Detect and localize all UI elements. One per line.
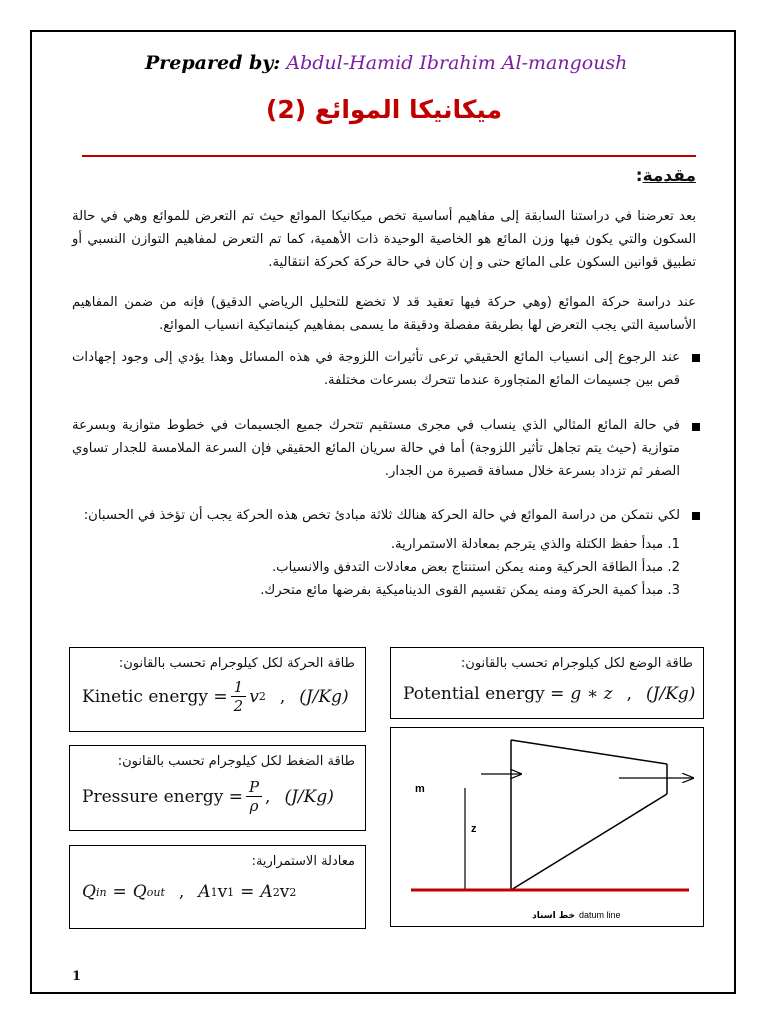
pipe-figure-box [390,727,704,927]
potential-energy-caption: طاقة الوضع لكل كيلوجرام تحسب بالقانون: [460,656,693,671]
v2: v [279,882,290,902]
pressure-frac-num: P [246,778,262,797]
a1-sub: 1 [210,885,218,899]
section-heading [636,166,696,186]
pressure-fraction [246,778,262,815]
kinetic-energy-box [69,647,366,732]
continuity-formula [82,882,359,902]
potential-energy-label: Potential energy = [403,684,565,704]
page-number: 1 [72,969,82,984]
v1: v [217,882,228,902]
intro-paragraph-2: عند دراسة حركة الموائع (وهي حركة فيها تعقيد قد لا تخضع للتحليل الرياضي الدقيق) فإنه من ضمن المفاهيم الأساسية التي يجب التعرض لها بطريقة مفصلة ودقيقة ما يسمى بمفاهيم كينماتيكية انسياب الموائع. [72,295,696,333]
potential-energy-box [390,647,704,719]
kinetic-fraction [231,678,247,715]
section-heading-text: مقدمة [642,166,696,186]
a2-sub: 2 [272,885,280,899]
principle-item-3: 3. مبدأ كمية الحركة ومنه يمكن تقسيم القوى الديناميكية بفرضها مائع متحرك. [260,583,680,598]
datum-label-ar: خط اسناد [532,911,575,921]
kinetic-frac-den: 2 [233,697,244,715]
bullet-text-3: لكي نتمكن من دراسة الموائع في حالة الحركة هنالك ثلاثة مبادئ تخص هذه الحركة يجب أن تؤخذ في الحسبان: [83,508,680,523]
q-out-sub: out [146,885,165,899]
bullet-marker-1 [692,354,700,362]
prepared-label: Prepared by: [145,52,281,74]
q-out: Q [132,882,147,902]
potential-expr: g ∗ z [570,684,613,704]
continuity-caption: معادلة الاستمرارية: [251,854,355,869]
pressure-frac-den: ρ [249,797,259,815]
bullet-marker-3 [692,512,700,520]
kinetic-term: v [249,686,259,707]
continuity-sep: , [178,882,185,902]
pipe-diagram [391,728,702,925]
page-title: ميكانيكا الموائع (2) [265,95,503,124]
kinetic-energy-caption: طاقة الحركة لكل كيلوجرام تحسب بالقانون: [118,656,355,671]
intro-paragraph-1: بعد تعرضنا في دراستنا السابقة إلى مفاهيم أساسية تخص ميكانيكا الموائع حيث تم التعرض للموائع وهي في حالة السكون والتي يكون فيها وزن المائع هو الخاصية الوحيدة ذات الأهمية، كما تم التعرض لمفاهيم التوازن النسبي أو تطبيق قوانين السكون على المائع حتى و إن كان في حالة حركة كحركة انتقالية. [72,209,696,270]
kinetic-unit: (J/Kg) [299,686,349,707]
bullet-text-1: عند الرجوع إلى انسياب المائع الحقيقي ترعى تأثيرات اللزوجة في هذه المسائل وهذا يؤدي إلى وجود إجهادات قص بين جسيمات المائع المتجاورة عندما تتحرك بسرعات مختلفة. [72,350,680,388]
potential-sep: , [626,684,633,704]
a2: A [260,882,273,902]
principles-list [180,533,680,602]
a1: A [198,882,211,902]
pressure-unit: (J/Kg) [284,786,334,807]
section-heading-colon: : [635,166,643,186]
label-z: z [471,823,477,835]
kinetic-frac-num: 1 [231,678,247,697]
bullet-marker-2 [692,423,700,431]
v1-sub: 1 [227,885,235,899]
pressure-sep: , [265,786,271,807]
pressure-energy-formula [82,778,359,815]
principle-item-2: 2. مبدأ الطاقة الحركية ومنه يمكن استنتاج بعض معادلات التدفق والانسياب. [271,560,680,575]
bullet-text-2: في حالة المائع المثالي الذي ينساب في مجرى مستقيم تتحرك جميع الجسيمات في خطوط متوازية وبسرعة متوازية (حيث يتم تجاهل تأثير اللزوجة) أما في حالة سريان المائع الحقيقي فإن السرعة الملامسة للجدار تساوي الصفر ثم تزداد بسرعة خلال مسافة قصيرة من الجدار. [72,418,680,479]
title-rule [82,155,696,157]
v2-sub: 2 [289,885,297,899]
author-name: Abdul-Hamid Ibrahim Al-mangoush [286,52,628,74]
author-line [145,52,627,74]
datum-label-en: datum line [579,910,621,920]
pressure-energy-box [69,745,366,831]
q-in-sub: in [95,885,107,899]
potential-unit: (J/Kg) [646,684,696,704]
pressure-energy-label: Pressure energy = [82,786,243,807]
kinetic-sep: , [279,686,286,707]
kinetic-energy-formula [82,678,359,715]
continuity-equals-2: = [240,882,255,902]
q-in: Q [82,882,96,902]
label-m: m [415,783,425,795]
principle-item-1: 1. مبدأ حفظ الكتلة والذي يترجم بمعادلة الاستمرارية. [390,537,680,552]
pressure-energy-caption: طاقة الضغط لكل كيلوجرام تحسب بالقانون: [117,754,355,769]
kinetic-power: 2 [258,690,266,703]
continuity-box [69,845,366,929]
kinetic-energy-label: Kinetic energy = [82,686,228,707]
continuity-equals: = [112,882,127,902]
potential-energy-formula [403,684,697,704]
pipe-outline [511,740,667,890]
